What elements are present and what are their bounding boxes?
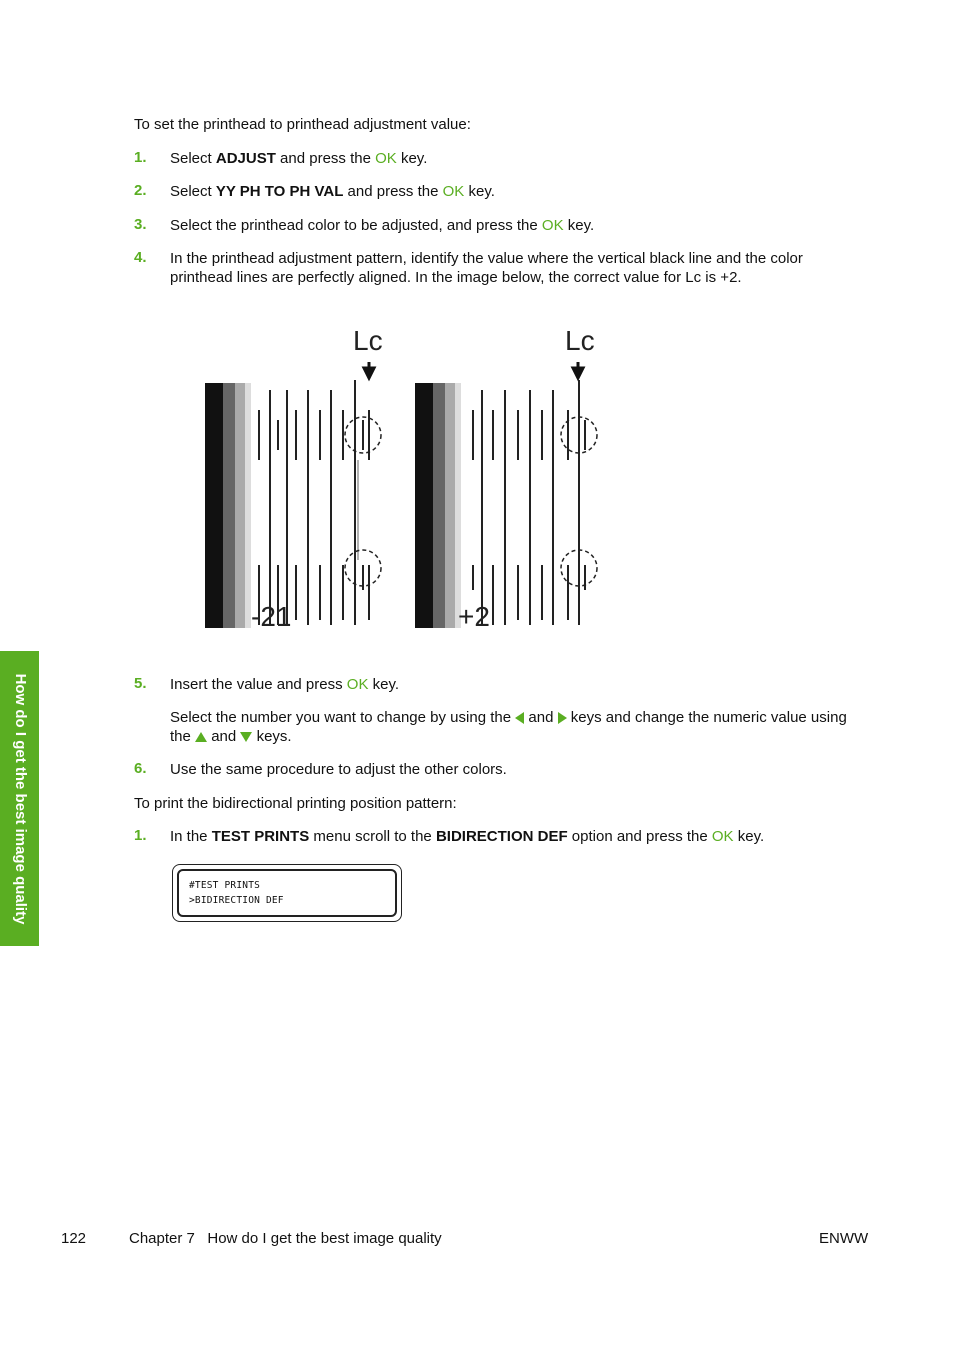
step-text: Select ADJUST and press the OK key. bbox=[170, 150, 428, 167]
chapter-side-tab bbox=[0, 651, 39, 946]
step-text: Select YY PH TO PH VAL and press the OK key. bbox=[170, 183, 495, 200]
step-number: 4. bbox=[134, 249, 147, 266]
ok-key-label: OK bbox=[375, 150, 397, 167]
step-number: 1. bbox=[134, 827, 147, 844]
right-arrow-icon bbox=[558, 712, 567, 724]
step-text: In the printhead adjustment pattern, identify the value where the vertical black line and the color printhead lines are perfectly aligned. In the image below, the correct value for Lc is +2. bbox=[170, 250, 803, 286]
ok-key-label: OK bbox=[442, 183, 465, 200]
down-arrow-icon bbox=[240, 732, 252, 742]
step-number: 5. bbox=[134, 675, 147, 692]
step-number: 3. bbox=[134, 216, 147, 233]
ok-key-label: OK bbox=[346, 676, 369, 693]
footer-enww: ENWW bbox=[819, 1230, 869, 1247]
step-number: 1. bbox=[134, 149, 147, 166]
left-pattern bbox=[205, 362, 381, 628]
left-arrow-icon bbox=[515, 712, 524, 724]
right-pattern bbox=[415, 362, 597, 628]
intro-text: To print the bidirectional printing position pattern: bbox=[134, 795, 457, 812]
step-text: In the TEST PRINTS menu scroll to the BIDIRECTION DEF option and press the OK key. bbox=[170, 828, 765, 845]
ok-key-label: OK bbox=[541, 217, 564, 234]
lcd-line-2: >BIDIRECTION DEF bbox=[189, 895, 284, 906]
step-text: Insert the value and press OK key. bbox=[170, 676, 400, 693]
step-number: 2. bbox=[134, 182, 147, 199]
step-text: Select the printhead color to be adjusted, and press the OK key. bbox=[170, 217, 595, 234]
step-text: Use the same procedure to adjust the other colors. bbox=[170, 761, 507, 778]
page-number: 122 bbox=[61, 1230, 87, 1247]
printhead-alignment-figure bbox=[175, 300, 635, 660]
lc-label-left: Lc bbox=[353, 325, 383, 356]
up-arrow-icon bbox=[195, 732, 207, 742]
step-number: 6. bbox=[134, 760, 147, 777]
value-label-right: +2 bbox=[458, 601, 490, 632]
lc-label-right: Lc bbox=[565, 325, 595, 356]
value-label-left: -21 bbox=[251, 601, 292, 632]
step-subtext: Select the number you want to change by using the and keys and change the numeric value using the and keys. bbox=[170, 709, 847, 745]
lcd-display bbox=[172, 864, 402, 922]
lcd-line-1: #TEST PRINTS bbox=[189, 880, 261, 891]
ok-key-label: OK bbox=[711, 828, 734, 845]
footer-chapter: Chapter 7 How do I get the best image quality bbox=[129, 1230, 442, 1247]
side-tab-label: How do I get the best image quality bbox=[11, 673, 29, 924]
intro-text: To set the printhead to printhead adjustment value: bbox=[134, 116, 471, 133]
